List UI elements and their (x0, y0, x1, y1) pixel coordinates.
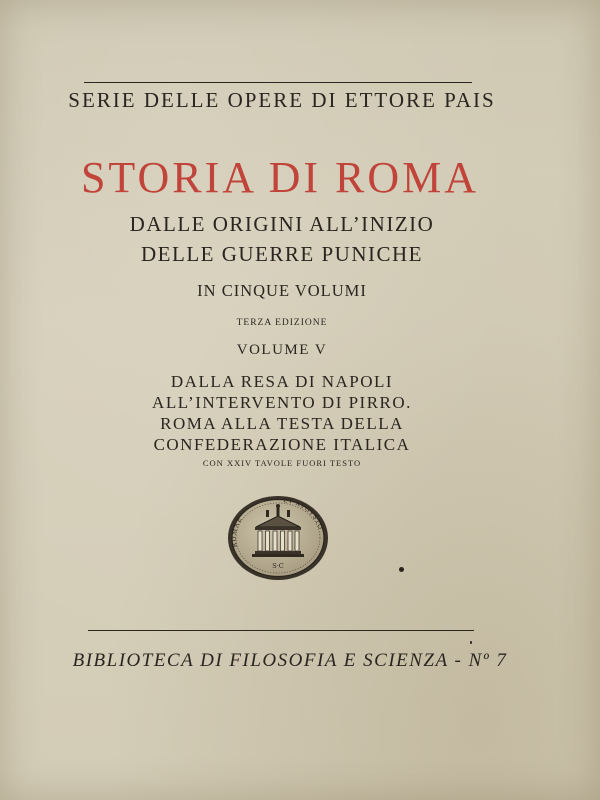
volumes-note: IN CINQUE VOLUMI (197, 281, 367, 300)
coin-inscription-right: ET AVGVSTO (282, 497, 325, 531)
coin-exergue: S·C (272, 562, 284, 570)
bottom-rule (88, 630, 474, 631)
ink-speck (470, 641, 472, 644)
edition-label: TERZA EDIZIONE (236, 318, 328, 328)
series-line: SERIE DELLE OPERE DI ETTORE PAIS (68, 88, 496, 112)
roman-coin-temple-icon (226, 494, 330, 582)
subtitle-line-2: DELLE GUERRE PUNICHE (141, 242, 423, 266)
subtitle-line-1: DALLE ORIGINI ALL’INIZIO (129, 212, 435, 236)
description-line-3: ROMA ALLA TESTA DELLA (160, 414, 404, 433)
description-line-2: ALL’INTERVENTO DI PIRRO. (152, 393, 412, 412)
ink-speck (399, 567, 404, 572)
book-title: STORIA DI ROMA (80, 153, 480, 202)
coin-inscription-left: ROMAE (230, 515, 245, 548)
volume-label: VOLUME V (236, 342, 328, 358)
footer-series: BIBLIOTECA DI FILOSOFIA E SCIENZA - Nº 7 (72, 650, 508, 671)
plates-note: CON XXIV TAVOLE FUORI TESTO (202, 458, 362, 468)
description-line-1: DALLA RESA DI NAPOLI (170, 372, 394, 391)
top-rule (84, 82, 472, 83)
description-line-4: CONFEDERAZIONE ITALICA (153, 435, 411, 454)
